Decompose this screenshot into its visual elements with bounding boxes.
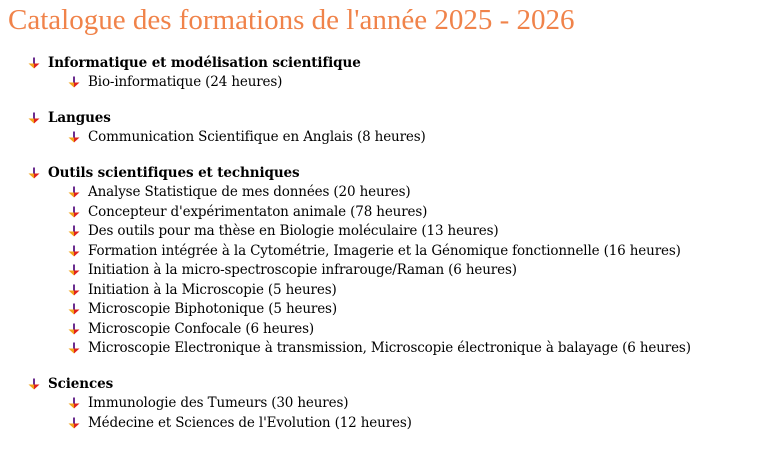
arrow-bullet-icon: [68, 284, 80, 296]
course-item[interactable]: [28, 202, 753, 222]
arrow-bullet-icon: [68, 186, 80, 198]
arrow-bullet-icon: [68, 342, 80, 354]
arrow-bullet-icon: [68, 397, 80, 409]
course-link[interactable]: Communication Scientifique en Anglais (8 heures): [88, 129, 426, 146]
course-link[interactable]: Des outils pour ma thèse en Biologie moléculaire (13 heures): [88, 223, 499, 240]
course-list: [28, 128, 753, 148]
arrow-bullet-icon: [68, 323, 80, 335]
arrow-bullet-icon: [28, 112, 40, 124]
page-title: Catalogue des formations de l'année 2025 - 2026: [8, 4, 575, 36]
category-label: Informatique et modélisation scientifique: [48, 54, 361, 71]
course-item[interactable]: [28, 261, 753, 281]
arrow-bullet-icon: [68, 131, 80, 143]
arrow-bullet-icon: [68, 206, 80, 218]
arrow-bullet-icon: [28, 57, 40, 69]
category-outils: [28, 163, 753, 358]
course-item[interactable]: [28, 413, 753, 433]
course-item[interactable]: [28, 128, 753, 148]
course-item[interactable]: [28, 222, 753, 242]
arrow-bullet-icon: [68, 303, 80, 315]
course-item[interactable]: [28, 241, 753, 261]
arrow-bullet-icon: [28, 167, 40, 179]
category-informatique: [28, 53, 753, 92]
arrow-bullet-icon: [68, 264, 80, 276]
course-item[interactable]: [28, 73, 753, 93]
course-list: [28, 73, 753, 93]
course-item[interactable]: [28, 300, 753, 320]
course-link[interactable]: Microscopie Confocale (6 heures): [88, 320, 314, 337]
arrow-bullet-icon: [28, 378, 40, 390]
course-link[interactable]: Formation intégrée à la Cytométrie, Imagerie et la Génomique fonctionnelle (16 heures): [88, 242, 681, 259]
course-link[interactable]: Initiation à la micro-spectroscopie infrarouge/Raman (6 heures): [88, 262, 517, 279]
category-label: Outils scientifiques et techniques: [48, 164, 300, 181]
category-label: Sciences: [48, 375, 114, 392]
course-catalog: [28, 53, 753, 449]
category-header: [28, 374, 753, 394]
category-label: Langues: [48, 109, 111, 126]
course-list: [28, 183, 753, 359]
arrow-bullet-icon: [68, 417, 80, 429]
course-item[interactable]: [28, 183, 753, 203]
course-link[interactable]: Médecine et Sciences de l'Evolution (12 heures): [88, 414, 412, 431]
category-header: [28, 108, 753, 128]
course-item[interactable]: [28, 319, 753, 339]
course-link[interactable]: Bio-informatique (24 heures): [88, 74, 283, 91]
course-item[interactable]: [28, 339, 753, 359]
category-header: [28, 53, 753, 73]
category-sciences: [28, 374, 753, 433]
arrow-bullet-icon: [68, 225, 80, 237]
arrow-bullet-icon: [68, 76, 80, 88]
course-item[interactable]: [28, 394, 753, 414]
arrow-bullet-icon: [68, 245, 80, 257]
course-list: [28, 394, 753, 433]
course-link[interactable]: Immunologie des Tumeurs (30 heures): [88, 395, 349, 412]
category-langues: [28, 108, 753, 147]
course-link[interactable]: Microscopie Electronique à transmission, Microscopie électronique à balayage (6 heures): [88, 340, 691, 357]
course-link[interactable]: Microscopie Biphotonique (5 heures): [88, 301, 337, 318]
course-link[interactable]: Concepteur d'expérimentaton animale (78 heures): [88, 203, 428, 220]
course-link[interactable]: Analyse Statistique de mes données (20 heures): [88, 184, 411, 201]
category-header: [28, 163, 753, 183]
course-item[interactable]: [28, 280, 753, 300]
course-link[interactable]: Initiation à la Microscopie (5 heures): [88, 281, 337, 298]
